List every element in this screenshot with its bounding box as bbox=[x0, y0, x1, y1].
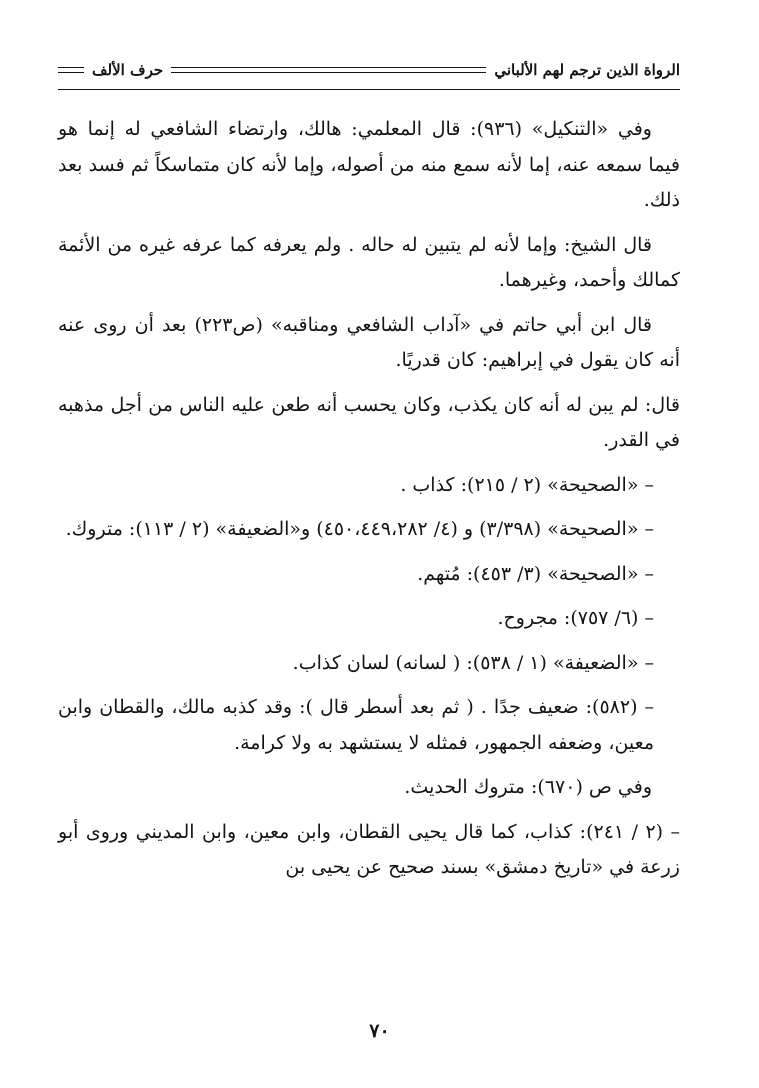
paragraph: قال الشيخ: وإما لأنه لم يتبين له حاله . ولم يعرفه كما عرفه غيره من الأئمة كمالك وأحمد، وغيرهما. bbox=[58, 233, 680, 291]
header-divider bbox=[58, 89, 680, 90]
citation-item: – «الصحيحة» (٢ / ٢١٥): كذاب . bbox=[400, 473, 654, 496]
citation-item: – (٢ / ٢٤١): كذاب، كما قال يحيى القطان، وابن معين، وابن المديني وروى أبو زرعة في «تاريخ دمشق» بسند صحيح عن يحيى بن bbox=[58, 820, 681, 878]
page-number: ٧٠ bbox=[369, 1020, 390, 1042]
paragraph: قال ابن أبي حاتم في «آداب الشافعي ومناقبه» (ص٢٢٣) بعد أن روى عنه أنه كان يقول في إبراهيم: كان قدريًا. bbox=[58, 313, 680, 371]
header-rule bbox=[171, 67, 486, 73]
header-book-title: الرواة الذين ترجم لهم الألباني bbox=[494, 61, 680, 79]
citation-item: – (٦/ ٧٥٧): مجروح. bbox=[497, 607, 654, 629]
citation-item: – (٥٨٢): ضعيف جدًا . ( ثم بعد أسطر قال ): وقد كذبه مالك، والقطان وابن معين، وضعفه الجمهور، فمثله لا يستشهد به ولا كرامة. bbox=[58, 696, 654, 754]
body-text bbox=[58, 112, 680, 895]
citation-item: – «الضعيفة» (١ / ٥٣٨): ( لسانه) لسان كذاب. bbox=[292, 651, 654, 674]
paragraph: وفي «التنكيل» (٩٣٦): قال المعلمي: هالك، وارتضاء الشافعي له إنما هو فيما سمعه عنه، إما لأنه سمع منه من أصوله، وإما لأنه كان متماسكاً ثم فسد بعد ذلك. bbox=[58, 118, 680, 211]
running-header bbox=[58, 55, 680, 85]
citation-item: – «الصحيحة» (٣/٣٩٨) و (٤/ ٤٥٠،٤٤٩،٢٨٢) و«الضعيفة» (٢ / ١١٣): متروك. bbox=[65, 518, 654, 540]
citation-item: – «الصحيحة» (٣/ ٤٥٣): مُتهم. bbox=[417, 562, 654, 585]
header-end-rule bbox=[58, 67, 84, 73]
header-section-title: حرف الألف bbox=[92, 61, 164, 79]
paragraph: وفي ص (٦٧٠): متروك الحديث. bbox=[404, 776, 652, 798]
paragraph: قال: لم يبن له أنه كان يكذب، وكان يحسب أنه طعن عليه الناس من أجل مذهبه في القدر. bbox=[58, 393, 680, 451]
